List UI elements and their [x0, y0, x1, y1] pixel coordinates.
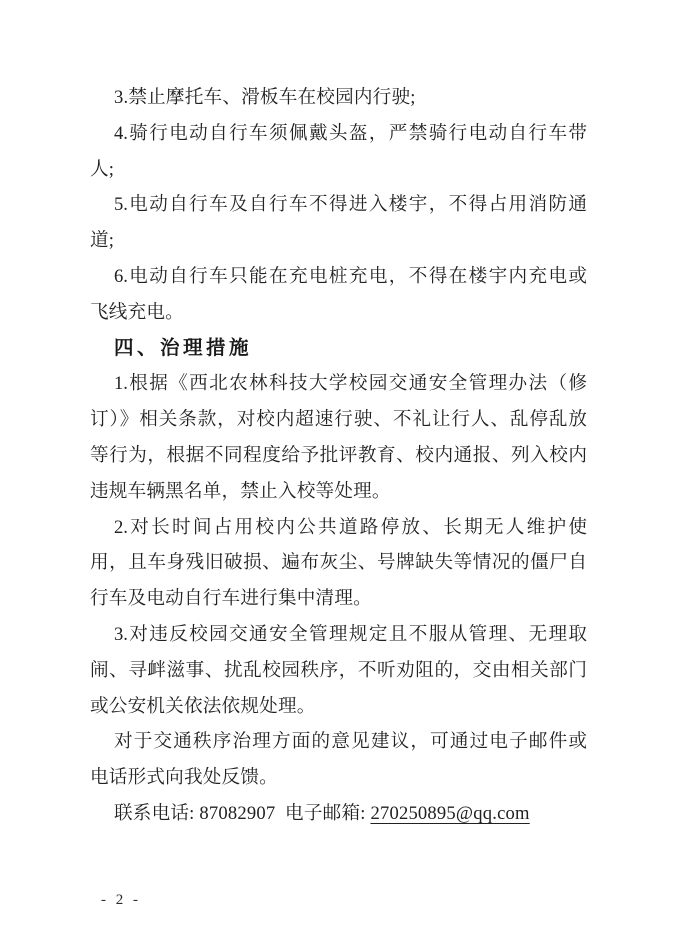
- rule-item-4: [90, 116, 587, 188]
- text-line: 5.电动自行车及自行车不得进入楼宇，不得占用消防通: [114, 194, 587, 216]
- text-line: 订）》相关条款，对校内超速行驶、不礼让行人、乱停乱放: [90, 409, 587, 431]
- section-4-heading: [90, 331, 587, 367]
- text-line: 电话形式向我处反馈。: [90, 767, 278, 789]
- text-line: 道;: [90, 230, 115, 252]
- measure-item-2: [90, 510, 587, 617]
- rule-item-6: [90, 259, 587, 331]
- measure-item-3: [90, 617, 587, 724]
- feedback-paragraph: [90, 724, 587, 796]
- text-line: 对于交通秩序治理方面的意见建议，可通过电子邮件或: [114, 731, 587, 753]
- text-line: 3.对违反校园交通安全管理规定且不服从管理、无理取: [114, 623, 587, 645]
- text-line: 用，且车身残旧破损、遍布灰尘、号牌缺失等情况的僵尸自: [90, 552, 587, 574]
- text-line: 3.禁止摩托车、滑板车在校园内行驶;: [114, 87, 416, 108]
- text-line: 飞线充电。: [90, 301, 184, 323]
- measure-item-1: [90, 366, 587, 509]
- text-line: 闹、寻衅滋事、扰乱校园秩序，不听劝阻的，交由相关部门: [90, 659, 587, 681]
- contact-line: [90, 796, 587, 832]
- text-line: 1.根据《西北农林科技大学校园交通安全管理办法（修: [114, 373, 587, 395]
- contact-line: [90, 796, 587, 832]
- document-body: [90, 80, 587, 832]
- contact-text: 联系电话: 87082907 电子邮箱:: [114, 802, 371, 824]
- text-line: 6.电动自行车只能在充电桩充电，不得在楼宇内充电或: [114, 265, 587, 287]
- text-line: 人;: [90, 158, 115, 180]
- email-link[interactable]: 270250895@qq.com: [370, 802, 530, 824]
- text-line: 或公安机关依法依规处理。: [90, 695, 316, 717]
- rule-item-5: [90, 187, 587, 259]
- text-line: 4.骑行电动自行车须佩戴头盔，严禁骑行电动自行车带: [114, 122, 587, 144]
- text-line: 违规车辆黑名单，禁止入校等处理。: [90, 480, 391, 502]
- page-number: - 2 -: [101, 892, 141, 908]
- rule-item-3: [90, 80, 587, 116]
- text-line: 2.对长时间占用校内公共道路停放、长期无人维护使: [114, 516, 587, 538]
- text-line: 行车及电动自行车进行集中清理。: [90, 588, 372, 610]
- text-line: 等行为，根据不同程度给予批评教育、校内通报、列入校内: [90, 444, 587, 466]
- section-heading: 四、治理措施: [114, 336, 253, 359]
